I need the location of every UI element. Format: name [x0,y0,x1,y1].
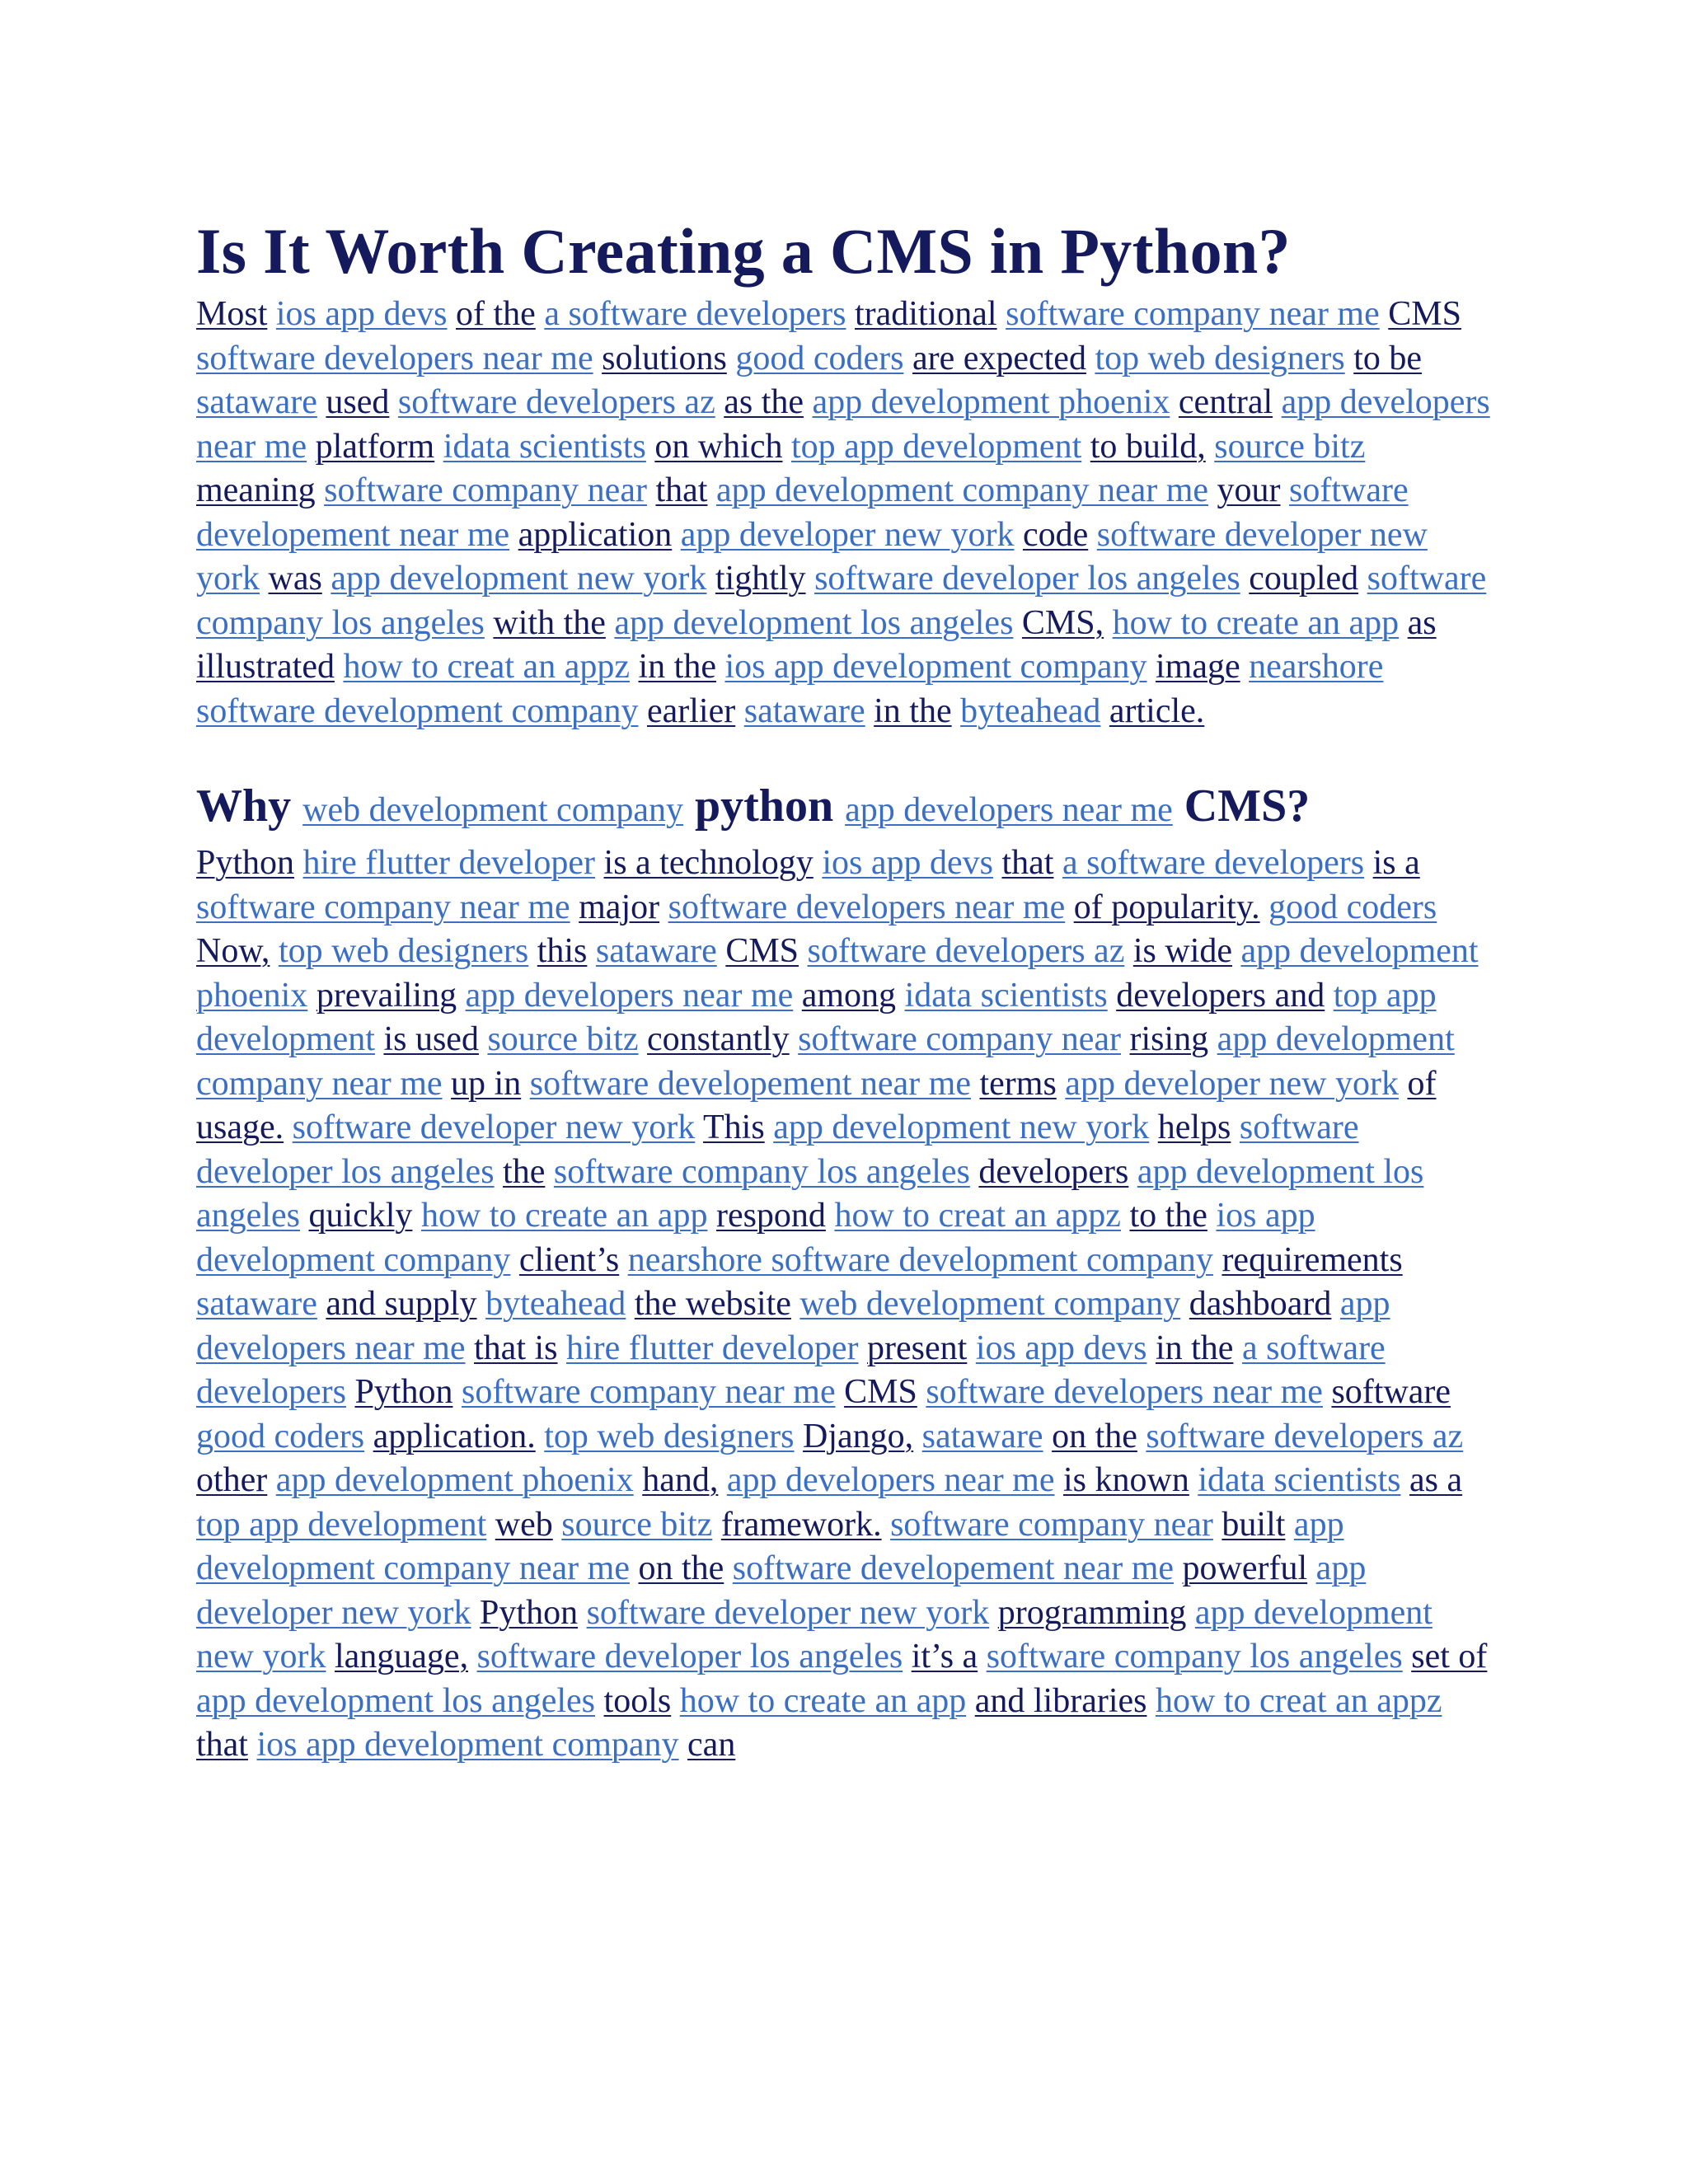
keyword-link[interactable]: software developement near me [196,471,1409,554]
keyword-link[interactable]: software company near me [1006,295,1380,333]
keyword-link[interactable]: software developers az [397,383,715,421]
text-run: hand, [642,1461,719,1499]
keyword-link[interactable]: app development new york [773,1108,1150,1146]
text-run: CMS, [1021,603,1104,642]
text-run: helps [1157,1108,1231,1146]
keyword-link[interactable]: idata scientists [443,427,646,466]
keyword-link[interactable]: top web designers [1095,339,1345,377]
text-run: coupled [1249,560,1359,598]
text-run: the website [634,1285,791,1323]
text-run: your [1217,471,1281,509]
keyword-link[interactable]: app development los angeles [196,1681,596,1720]
text-run: other [196,1461,268,1499]
keyword-link[interactable]: ios app devs [275,295,448,333]
text-run: respond [715,1197,826,1235]
keyword-link[interactable]: good coders [735,339,904,377]
text-run: traditional [854,295,997,333]
keyword-link[interactable]: app development company near me [196,1505,1344,1587]
keyword-link[interactable]: a software developers [196,1329,1386,1411]
text-run: tools [603,1681,672,1720]
text-run: earlier [646,691,736,730]
keyword-link[interactable]: how to create an app [1112,603,1400,642]
text-run: prevailing [316,976,457,1015]
text-run: application. [373,1417,536,1455]
keyword-link[interactable]: how to create an app [679,1681,967,1720]
text-run: client’s [518,1240,620,1279]
text-run: in the [874,691,952,730]
keyword-link[interactable]: top app development [196,1505,487,1544]
text-run: article. [1109,691,1205,730]
keyword-link[interactable]: app development new york [331,560,707,598]
text-run: quickly [308,1197,413,1235]
keyword-link[interactable]: how to creat an appz [1155,1681,1442,1720]
keyword-link[interactable]: app development los angeles [614,603,1014,642]
keyword-link[interactable]: sataware [595,932,717,970]
keyword-link[interactable]: software company near me [461,1373,836,1411]
keyword-link[interactable]: software company los angeles [196,560,1487,642]
text-run: present [867,1329,968,1367]
text-run: constantly [647,1020,790,1058]
keyword-link[interactable]: app development phoenix [812,383,1170,421]
heading-word: Why [196,780,292,832]
text-run: Python [196,844,295,882]
keyword-link[interactable]: app development phoenix [275,1461,634,1499]
text-run: powerful [1182,1549,1308,1587]
text-run: on the [638,1549,724,1587]
keyword-link[interactable]: hire flutter developer [302,844,596,882]
text-run: of usage. [196,1064,1437,1146]
text-run: Django, [803,1417,914,1455]
text-run: CMS [844,1373,917,1411]
keyword-link[interactable]: ios app devs [975,1329,1147,1367]
keyword-link[interactable]: app development company near me [196,1020,1455,1103]
keyword-link[interactable]: app development los angeles [196,1152,1424,1235]
text-run: application [518,515,673,554]
keyword-link[interactable]: software company los angeles [986,1638,1403,1675]
text-run: developers [978,1152,1129,1191]
text-run: in the [1155,1329,1234,1367]
text-run: up in [451,1064,522,1103]
keyword-link[interactable]: web development company [302,791,684,829]
keyword-link[interactable]: software developer new york [586,1593,990,1632]
text-run: is wide [1132,932,1232,970]
keyword-link[interactable]: app developer new york [680,515,1015,554]
keyword-link[interactable]: software developers near me [196,339,593,377]
text-run: as a [1409,1461,1463,1499]
keyword-link[interactable]: software developer los angeles [814,560,1240,598]
section-2-heading [196,775,1490,841]
section-1-paragraph [196,293,1490,733]
keyword-link[interactable]: how to creat an appz [343,648,630,686]
text-run: that is [474,1329,558,1367]
keyword-link[interactable]: app developer new york [196,1549,1367,1632]
text-run: code [1022,515,1089,554]
keyword-link[interactable]: ios app development company [256,1726,679,1764]
keyword-link[interactable]: software developer los angeles [476,1638,903,1675]
text-run: rising [1129,1020,1209,1058]
keyword-link[interactable]: software developer new york [292,1108,696,1146]
text-run: on the [1052,1417,1137,1455]
keyword-link[interactable]: software company near me [196,888,570,926]
text-run: and supply [326,1285,477,1323]
text-run: requirements [1221,1240,1403,1279]
text-run: is known [1063,1461,1189,1499]
keyword-link[interactable]: software developer los angeles [196,1108,1359,1191]
keyword-link[interactable]: software company near [798,1020,1121,1058]
keyword-link[interactable]: top web designers [544,1417,795,1455]
text-run: as illustrated [196,603,1437,686]
keyword-link[interactable]: app developers near me [465,976,794,1015]
keyword-link[interactable]: a software developers [1062,844,1365,882]
keyword-link[interactable]: nearshore software development company [196,648,1384,730]
keyword-link[interactable]: a software developers [544,295,846,333]
text-run: programming [997,1593,1187,1632]
text-run: This [703,1108,765,1146]
keyword-link[interactable]: app development new york [196,1593,1432,1675]
text-run: of popularity. [1073,888,1260,926]
keyword-link[interactable]: software developers az [807,932,1125,970]
keyword-link[interactable]: ios app devs [822,844,993,882]
text-run: among [801,976,897,1015]
text-run: to build, [1090,427,1206,466]
text-run: in the [638,648,716,686]
text-run: with the [493,603,606,642]
text-run: the [503,1152,546,1191]
keyword-link[interactable]: ios app development company [196,1197,1315,1279]
keyword-link[interactable]: software company near [324,471,647,509]
text-run: central [1178,383,1273,421]
keyword-link[interactable]: top web designers [278,932,529,970]
text-run: developers and [1116,976,1325,1015]
keyword-link[interactable]: top app development [791,427,1082,466]
keyword-link[interactable]: idata scientists [1198,1461,1401,1499]
keyword-link[interactable]: how to create an app [420,1197,708,1235]
text-run: set of [1411,1638,1488,1675]
text-run: CMS [1388,295,1461,333]
text-run: on which [654,427,783,466]
section-2-paragraph [196,841,1490,1768]
text-run: Python [480,1593,579,1632]
text-run: tightly [715,560,806,598]
text-run: Most [196,295,268,333]
text-run: software [1331,1373,1451,1411]
text-run: as the [724,383,804,421]
keyword-link[interactable]: idata scientists [904,976,1108,1015]
text-run: solutions [602,339,727,377]
keyword-link[interactable]: source bitz [561,1505,713,1544]
keyword-link[interactable]: software developement near me [732,1549,1175,1587]
keyword-link[interactable]: software developement near me [529,1064,971,1103]
text-run: meaning [196,471,316,509]
text-run: was [268,560,322,598]
text-run: that [655,471,708,509]
keyword-link[interactable]: app developers near me [196,1285,1390,1367]
text-run: that [1001,844,1054,882]
text-run: terms [979,1064,1057,1103]
text-run: framework. [720,1505,882,1544]
keyword-link[interactable]: app development phoenix [196,932,1479,1015]
text-run: is a [1372,844,1420,882]
text-run: Now, [196,932,270,970]
keyword-link[interactable]: software developers near me [668,888,1066,926]
heading-word: python [695,780,834,832]
keyword-link[interactable]: good coders [1268,888,1437,926]
keyword-link[interactable]: app developers near me [845,791,1173,829]
text-run: CMS [725,932,799,970]
text-run: image [1156,648,1240,686]
keyword-link[interactable]: good coders [196,1417,365,1455]
text-run: it’s a [911,1638,978,1675]
keyword-link[interactable]: how to creat an appz [834,1197,1121,1235]
text-run: is used [383,1020,479,1058]
text-run: and libraries [974,1681,1147,1720]
text-run: are expected [912,339,1086,377]
keyword-link[interactable]: source bitz [1214,427,1366,466]
text-run: to the [1129,1197,1207,1235]
text-run: is a technology [603,844,814,882]
keyword-link[interactable]: ios app development company [724,648,1147,686]
text-run: to be [1353,339,1423,377]
keyword-link[interactable]: software company near [890,1505,1213,1544]
heading-word: CMS? [1184,780,1311,832]
text-run: major [579,888,660,926]
text-run: can [687,1726,736,1764]
text-run: this [537,932,588,970]
keyword-link[interactable]: app developer new york [1065,1064,1399,1103]
text-run: dashboard [1189,1285,1332,1323]
text-run: that [196,1726,248,1764]
text-run: built [1221,1505,1286,1544]
keyword-link[interactable]: software developer new york [196,515,1428,598]
keyword-link[interactable]: top app development [196,976,1437,1058]
keyword-link[interactable]: nearshore software development company [627,1240,1213,1279]
page-title: Is It Worth Creating a CMS in Python? [196,215,1291,287]
keyword-link[interactable]: app development company near me [715,471,1209,509]
keyword-link[interactable]: software developers az [1146,1417,1464,1455]
keyword-link[interactable]: app developers near me [726,1461,1055,1499]
keyword-link[interactable]: software developers near me [926,1373,1323,1411]
keyword-link[interactable]: source bitz [487,1020,639,1058]
keyword-link[interactable]: app developers near me [196,383,1490,466]
text-run: platform [315,427,435,466]
text-run: language, [334,1638,469,1675]
keyword-link[interactable]: byteahead [485,1285,626,1323]
keyword-link[interactable]: sataware [743,691,865,730]
text-run: used [326,383,390,421]
keyword-link[interactable]: sataware [921,1417,1043,1455]
document-page [196,210,1490,1768]
keyword-link[interactable]: software company los angeles [553,1152,970,1191]
text-run: Python [354,1373,453,1411]
keyword-link[interactable]: web development company [799,1285,1181,1323]
text-run: web [495,1505,553,1544]
text-run: of the [456,295,536,333]
keyword-link[interactable]: sataware [196,383,317,421]
keyword-link[interactable]: sataware [196,1285,317,1323]
keyword-link[interactable]: byteahead [960,691,1101,730]
keyword-link[interactable]: hire flutter developer [566,1329,859,1367]
